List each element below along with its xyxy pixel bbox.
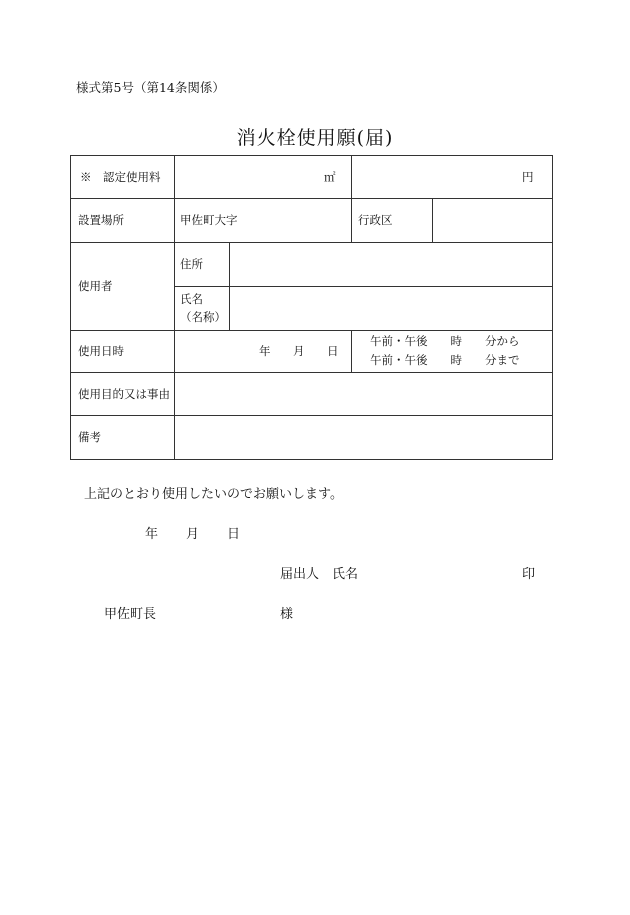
fee-label: ※ 認定使用料 (80, 170, 161, 184)
date-day: 日 (327, 344, 339, 358)
location-value: 甲佐町大字 (180, 213, 238, 227)
row-divider (174, 286, 553, 287)
fee-unit-yen: 円 (522, 170, 534, 184)
fee-unit-area: ㎡ (324, 170, 336, 184)
time-to: 午前・午後 時 分まで (370, 353, 520, 367)
remarks-label: 備考 (78, 430, 101, 444)
name-label: 氏名 (180, 292, 203, 306)
district-label: 行政区 (358, 213, 393, 227)
address-label: 住所 (180, 257, 203, 271)
date-year: 年 (145, 527, 159, 542)
date-month: 月 (186, 527, 200, 542)
column-divider (351, 330, 352, 372)
date-day: 日 (227, 527, 241, 542)
location-label: 設置場所 (78, 213, 124, 227)
time-from: 午前・午後 時 分から (370, 334, 520, 348)
user-label: 使用者 (78, 279, 113, 293)
applicant-label: 届出人 氏名 (280, 567, 359, 582)
name-label-sub: （名称） (180, 310, 226, 324)
datetime-label: 使用日時 (78, 344, 124, 358)
column-divider (432, 198, 433, 242)
row-divider (70, 198, 553, 199)
addressee-name: 甲佐町長 (104, 607, 157, 622)
column-divider (229, 242, 230, 330)
document-title: 消火栓使用願(届) (236, 127, 394, 149)
form-number: 様式第5号（第14条関係） (76, 80, 225, 95)
row-divider (70, 372, 553, 373)
column-divider (174, 155, 175, 460)
request-statement: 上記のとおり使用したいのでお願いします。 (84, 487, 343, 502)
seal-mark: 印 (522, 567, 536, 582)
column-divider (351, 155, 352, 242)
date-year: 年 (259, 344, 271, 358)
row-divider (70, 415, 553, 416)
table-border-bottom (70, 459, 553, 460)
addressee-honorific: 様 (280, 607, 294, 622)
date-month: 月 (293, 344, 305, 358)
row-divider (70, 330, 553, 331)
table-border-top (70, 155, 553, 156)
purpose-label: 使用目的又は事由 (78, 387, 170, 401)
row-divider (70, 242, 553, 243)
